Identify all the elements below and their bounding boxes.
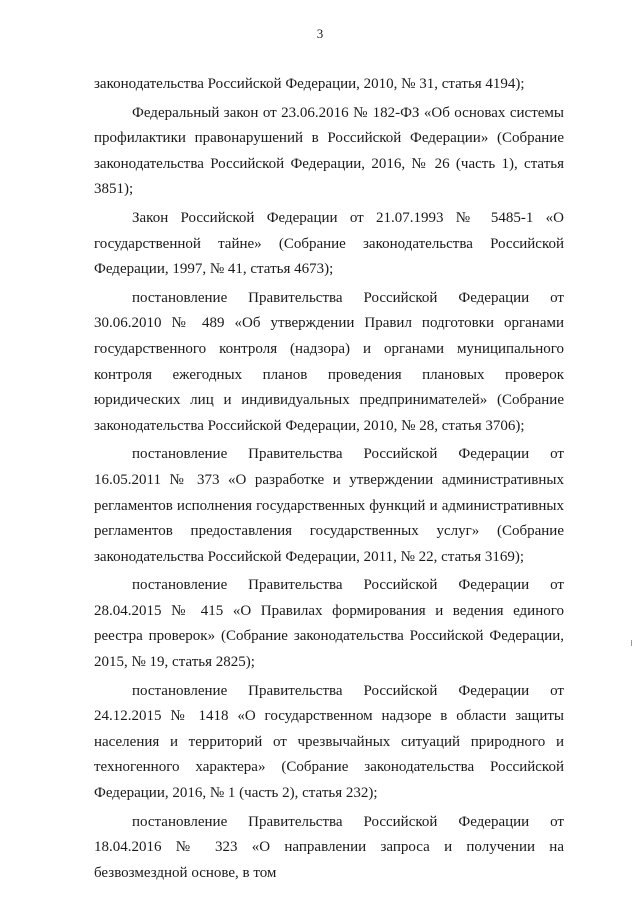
paragraph-law-5485-1: Закон Российской Федерации от 21.07.1993 № 5485-1 «О государственной тайне» (Собрание законодательства Российской Федерации, 1997, № 41, статья 4673); [94,209,564,278]
paragraph-resolution-489: постановление Правительства Российской Федерации от 30.06.2010 № 489 «Об утверждении Правил подготовки органами государственного контроля (надзора) и органами муниципального контроля ежегодных планов проведения плановых проверок юридических лиц и индивидуальных предпринимателей» (Собрание законодательства Российской Федерации, 2010, № 28, статья 3706); [94,289,564,434]
paragraph-federal-law-182: Федеральный закон от 23.06.2016 № 182-ФЗ «Об основах системы профилактики правонарушений в Российской Федерации» (Собрание законодательства Российской Федерации, 2016, № 26 (часть 1), статья 3851); [94,104,564,198]
page-number: 3 [316,26,324,41]
paragraph-resolution-373: постановление Правительства Российской Федерации от 16.05.2011 № 373 «О разработке и утверждении административных регламентов исполнения государственных функций и административных регламентов предоставления государственных услуг» (Собрание законодательства Российской Федерации, 2011, № 22, статья 3169); [94,446,564,565]
paragraph-resolution-415: постановление Правительства Российской Федерации от 28.04.2015 № 415 «О Правилах формирования и ведения единого реестра проверок» (Собрание законодательства Российской Федерации, 2015, № 19, статья 2825); [94,577,564,671]
paragraph-continuation: законодательства Российской Федерации, 2010, № 31, статья 4194); [94,76,525,92]
paragraph-resolution-323: постановление Правительства Российской Федерации от 18.04.2016 № 323 «О направлении запроса и получении на безвозмездной основе, в том [94,813,564,881]
document-body [94,72,564,889]
scan-edge-mark [631,640,632,646]
paragraph-resolution-1418: постановление Правительства Российской Федерации от 24.12.2015 № 1418 «О государственном надзоре в области защиты населения и территорий от чрезвычайных ситуаций природного и техногенного характера» (Собрание законодательства Российской Федерации, 2016, № 1 (часть 2), статья 232); [94,682,564,802]
